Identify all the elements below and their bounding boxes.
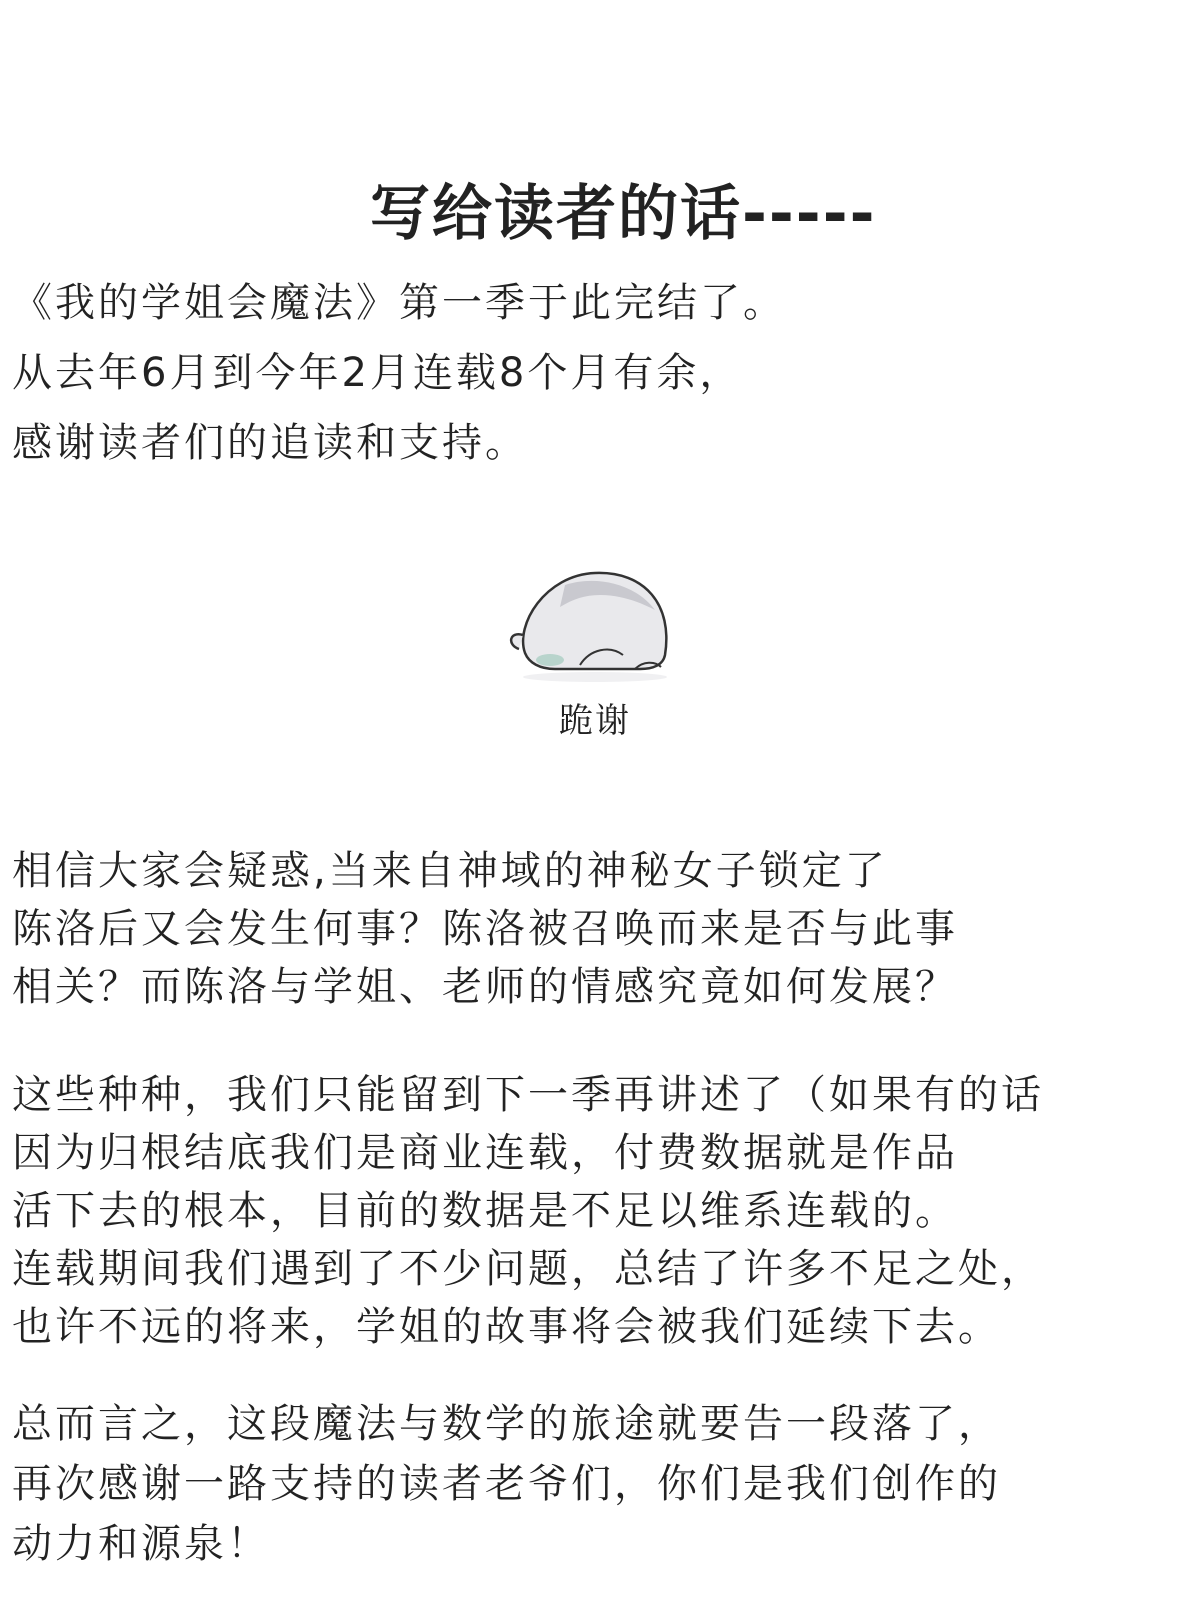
explanation-line: 这些种种，我们只能留到下一季再讲述了（如果有的话 bbox=[12, 1072, 1044, 1118]
question-line: 陈洛后又会发生何事？陈洛被召唤而来是否与此事 bbox=[12, 906, 958, 952]
explanation-paragraph bbox=[12, 1066, 1044, 1356]
explanation-line: 活下去的根本，目前的数据是不足以维系连载的。 bbox=[12, 1188, 958, 1234]
closing-paragraph bbox=[12, 1394, 1001, 1574]
intro-line: 从去年6月到今年2月连载8个月有余， bbox=[12, 350, 743, 396]
explanation-line: 也许不远的将来，学姐的故事将会被我们延续下去。 bbox=[12, 1304, 1001, 1350]
question-line: 相关？而陈洛与学姐、老师的情感究竟如何发展？ bbox=[12, 964, 958, 1010]
closing-line: 总而言之，这段魔法与数学的旅途就要告一段落了， bbox=[12, 1401, 1001, 1447]
intro-paragraph bbox=[12, 268, 786, 478]
question-paragraph bbox=[12, 842, 958, 1016]
explanation-line: 因为归根结底我们是商业连载，付费数据就是作品 bbox=[12, 1130, 958, 1176]
closing-line: 再次感谢一路支持的读者老爷们，你们是我们创作的 bbox=[12, 1461, 1001, 1507]
closing-line: 动力和源泉！ bbox=[12, 1521, 270, 1567]
kneeling-hamster-icon bbox=[505, 565, 685, 695]
explanation-line: 连载期间我们遇到了不少问题，总结了许多不足之处， bbox=[12, 1246, 1044, 1292]
sticker-caption: 跪谢 bbox=[559, 701, 631, 741]
intro-line: 《我的学姐会魔法》第一季于此完结了。 bbox=[12, 280, 786, 326]
question-line: 相信大家会疑惑,当来自神域的神秘女子锁定了 bbox=[12, 848, 888, 894]
intro-line: 感谢读者们的追读和支持。 bbox=[12, 420, 528, 466]
kneeling-hamster-sticker bbox=[505, 565, 685, 745]
letter-title: 写给读者的话----- bbox=[370, 179, 877, 249]
